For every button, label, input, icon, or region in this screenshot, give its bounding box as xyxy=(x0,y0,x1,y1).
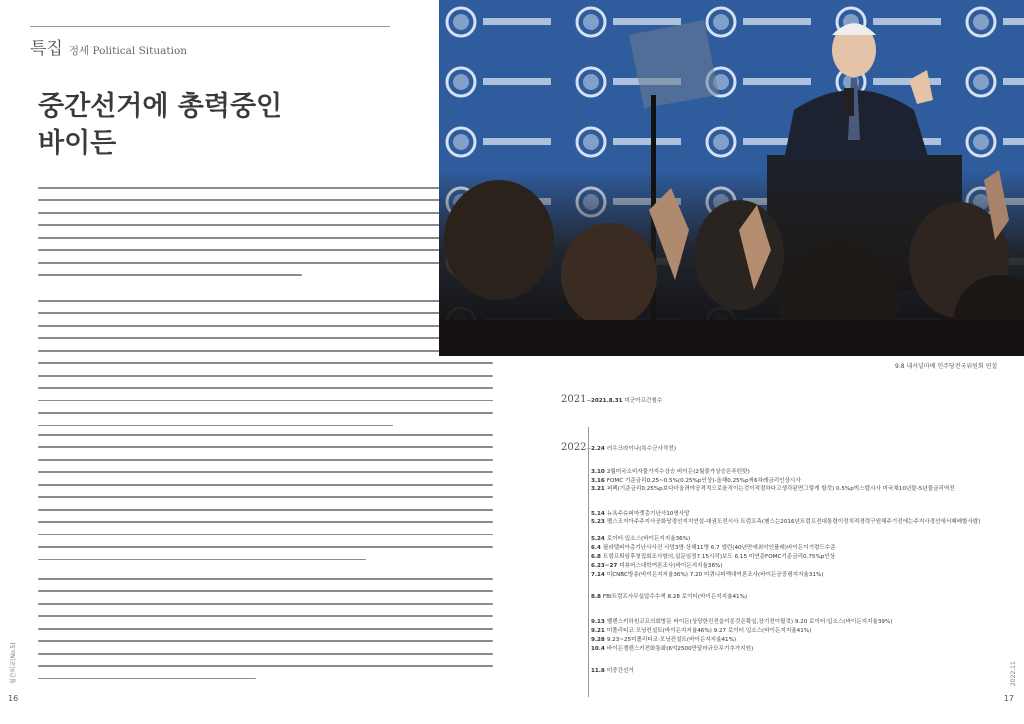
timeline-entry: 7.14 미CNBC방송(바이든지지율36%) 7.20 미퀴니피액대여론조사(바이든공중평지지율31%) xyxy=(591,572,824,578)
article-headline xyxy=(38,88,338,162)
timeline-entry: 2021.8.31 미군아프간철수 xyxy=(591,398,663,404)
body-paragraph xyxy=(38,434,493,571)
photo-caption: 9.8 내셔널마베 민주당전국위원회 연설 xyxy=(895,363,998,370)
section-korean: 특집 xyxy=(30,39,63,59)
timeline-entry: 6.23~27 미뷰어스대학여론조사(바이든지지율36%) xyxy=(591,563,723,569)
header-rule xyxy=(30,26,390,27)
body-paragraph xyxy=(38,300,493,437)
body-paragraph xyxy=(38,578,493,690)
timeline xyxy=(561,390,1001,690)
timeline-entry: 3.16 FOMC 기준금리0.25~0.5%(0.25%p인상)-올해0.25%p씩6차례금리인상시사 xyxy=(591,478,801,484)
article-body xyxy=(38,187,493,682)
timeline-entry: 3.10 2월미국소비자물가지수상승 바이든(2월물가상승은푸틴탓) xyxy=(591,469,750,475)
timeline-axis xyxy=(588,427,589,697)
timeline-entry: 9.21 미폴리티코·모닝컨설트(바이든지지율46%) 9.27 로이터·입소스(바이든지지율41%) xyxy=(591,628,812,634)
headline-line-1: 중간선거에 총력중인 xyxy=(38,91,283,122)
speech-photo xyxy=(439,0,1024,356)
side-label-right: 2022.11 xyxy=(1010,661,1017,686)
timeline-entry: 3.21 퍼펙(기준금리0.25%p보다더올려야공격적으로움직이는것이적절하다고생각된면그렇게 할것) 0.5%p빅스텝시사 미국채10년물-5년물금리역전 xyxy=(591,486,955,492)
timeline-entry: 9.13 펠렌스키하원코프의회방문 바이든(상당한진전을이룬것은확실,장기전이될것) 9.20 로이터·입소스(바이든지지율39%) xyxy=(591,619,893,625)
timeline-entry: 10.4 바이든젤렌스키전화통화(6억2500만달러규모무기추가지원) xyxy=(591,646,754,652)
section-subtitle: 정세 Political Situation xyxy=(68,45,188,57)
timeline-entry: 2.24 러우크라이나(특수군사작전) xyxy=(591,446,677,452)
timeline-entry: 5.24 로이터·입소스(바이든지지율36%) xyxy=(591,536,691,542)
timeline-entry: 6.4 필라델피아총기난사사건 사망3명·상해11명 6.7 엘런(40년만에최악인플레)바이든이기령드수준 xyxy=(591,545,836,551)
timeline-entry: 5.14 뉴욕주슈퍼마켓총기난사10명사망 xyxy=(591,511,690,517)
timeline-entry: 9.28 9.23~25미폴리티코·모닝컨설트(바이든지지율41%) xyxy=(591,637,737,643)
timeline-year: 2022 xyxy=(561,442,587,453)
timeline-entry: 6.8 트럼프퇴임후첫집회조사함의,실문임정7.15시작)보도 6.15 미연준FOMC기준금리0.75%p인상 xyxy=(591,554,836,560)
photo-illustration xyxy=(439,0,1024,356)
headline-line-2: 바이든 xyxy=(38,128,117,159)
page-number-right: 17 xyxy=(1003,694,1014,703)
side-label: 월간외교(No.5) xyxy=(10,642,17,684)
timeline-year: 2021 xyxy=(561,394,587,405)
timeline-entry: 5.23 펠스조지아주주지사공화당경선지지연설-대권도전시사 트럼프측(펜스는2016년트럼프전대통령이정치적경력구원해주기전에는주지사경선에서패배할사람) xyxy=(591,519,981,525)
section-title xyxy=(30,34,187,59)
timeline-entry: 8.8 FBI트럼프사무실압수수색 8.28 로이터(바이든지지율41%) xyxy=(591,594,748,600)
page-number: 16 xyxy=(8,694,19,703)
body-paragraph xyxy=(38,187,493,287)
timeline-entry: 11.8 미중간선거 xyxy=(591,668,634,674)
